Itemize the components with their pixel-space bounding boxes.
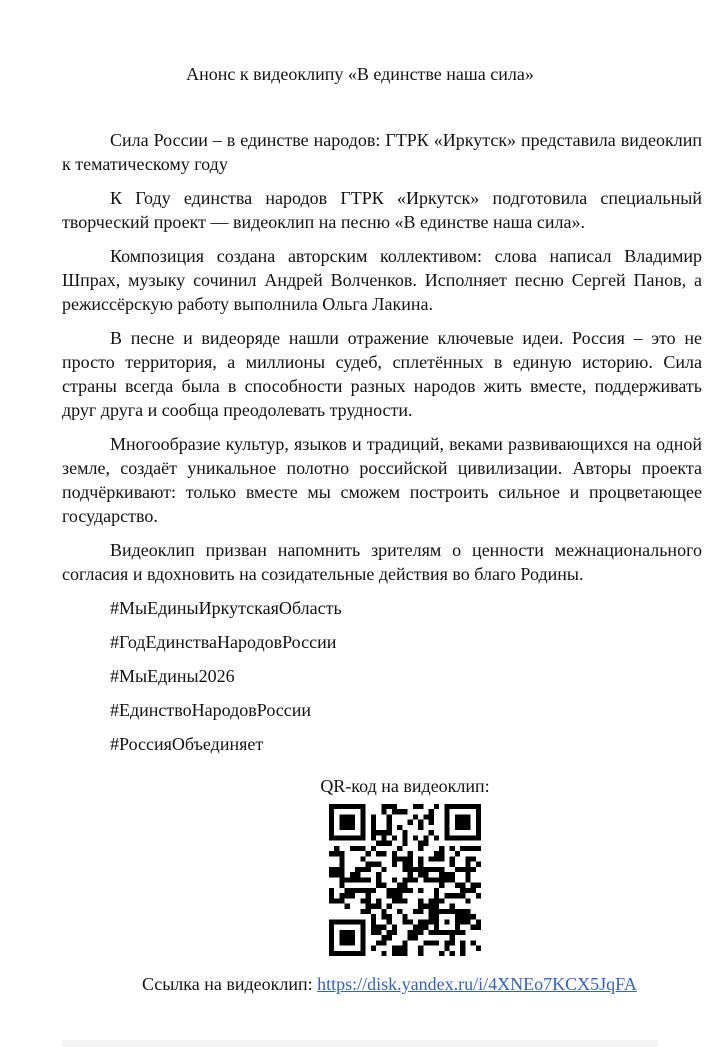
document-body [62,128,702,766]
hashtag: #ЕдинствоНародовРоссии [110,700,312,720]
link-prefix: Ссылка на видеоклип: [142,974,318,994]
hashtag: #МыЕдины2026 [110,666,235,686]
hashtag: #РоссияОбъединяет [110,734,264,754]
paragraph: В песне и видеоряде нашли отражение ключевые идеи. Россия – это не просто территория, а миллионы судеб, сплетённых в единую историю. Сила страны всегда была в способности разных народов жить вместе, поддерживать друг друга и сообща преодолевать трудности. [62,328,702,420]
qr-label: QR-код на видеоклип: [320,776,490,796]
hashtag: #ГодЕдинстваНародовРоссии [110,632,337,652]
video-link-line [142,972,702,996]
document-title: Анонс к видеоклипу «В единстве наша сила» [186,64,534,84]
hashtag: #МыЕдиныИркутскаяОбласть [110,598,342,618]
paragraph: Композиция создана авторским коллективом: слова написал Владимир Шпрах, музыку сочинил Андрей Волченков. Исполняет песню Сергей Панов, а режиссёрскую работу выполнила Ольга Лакина. [62,246,702,314]
paragraph: Видеоклип призван напомнить зрителям о ценности межнационального согласия и вдохновить на созидательные действия во благо Родины. [62,540,702,584]
video-link[interactable]: https://disk.yandex.ru/i/4XNEo7KCX5JqFA [317,974,637,994]
paragraph: Сила России – в единстве народов: ГТРК «Иркутск» представила видеоклип к тематическому году [62,130,702,174]
paragraph: К Году единства народов ГТРК «Иркутск» подготовила специальный творческий проект — видеоклип на песню «В единстве наша сила». [62,188,702,232]
paragraph: Многообразие культур, языков и традиций, веками развивающихся на одной земле, создаёт уникальное полотно российской цивилизации. Авторы проекта подчёркивают: только вместе мы сможем построить сильное и процветающее государство. [62,434,702,526]
qr-code-icon [329,804,481,956]
page-bottom-shadow [62,1040,658,1047]
